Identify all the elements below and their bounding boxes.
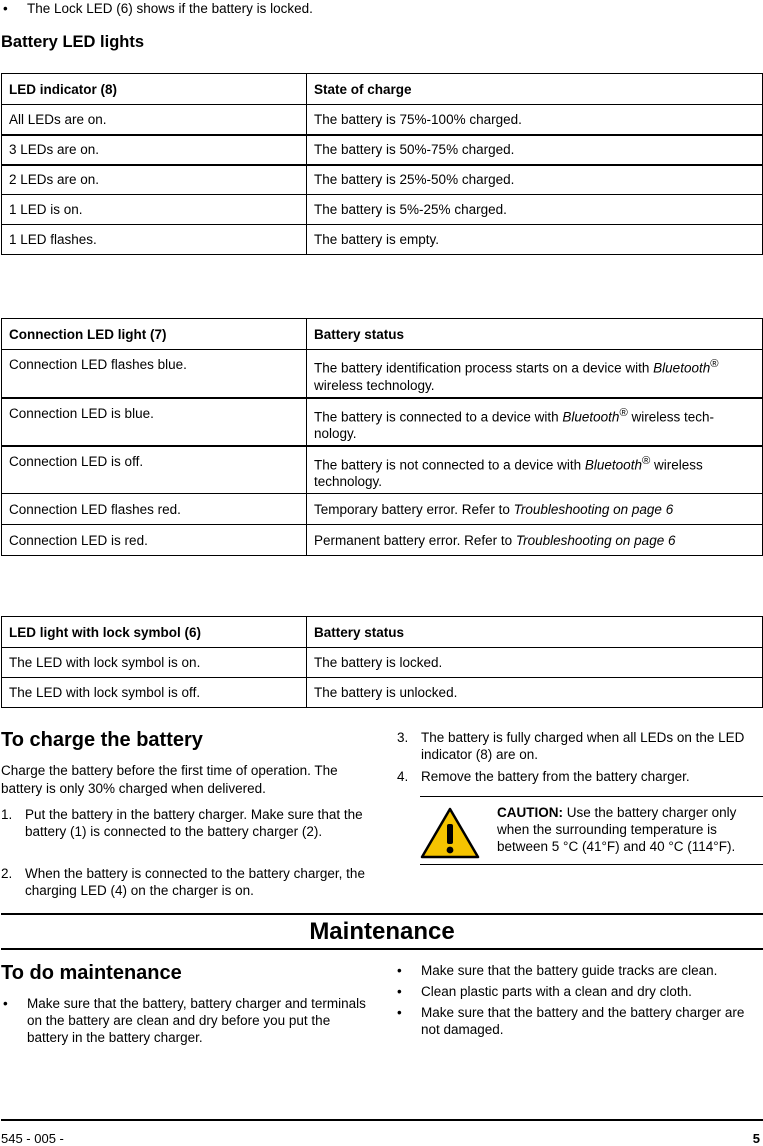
- maintenance-bullet: [397, 983, 757, 1000]
- section-divider: [1, 913, 763, 915]
- warning-triangle-icon: [420, 807, 480, 859]
- troubleshooting-link[interactable]: Troubleshooting on page 6: [515, 532, 676, 548]
- connection-led-table: [1, 318, 763, 556]
- footer-divider: [1, 1119, 763, 1121]
- table-cell: The battery is 5%-25% charged.: [307, 195, 763, 225]
- section-divider: [1, 948, 763, 950]
- table-header-cell: Connection LED light (7): [2, 319, 307, 350]
- cell-text: The battery is connected to a device with: [314, 409, 563, 424]
- step-number: 3.: [397, 730, 409, 745]
- table-cell: The battery is locked.: [307, 648, 763, 678]
- step-text: Remove the battery from the battery charger.: [421, 769, 690, 784]
- caution-text: [497, 804, 763, 855]
- step-number: 2.: [1, 866, 13, 881]
- bullet-text: Clean plastic parts with a clean and dry cloth.: [421, 984, 692, 999]
- table-cell: 2 LEDs are on.: [2, 165, 307, 195]
- table-cell: [307, 494, 763, 525]
- cell-text: Permanent battery error. Refer to: [314, 532, 516, 548]
- table-row: [2, 105, 763, 135]
- bullet-text: Make sure that the battery guide tracks are clean.: [421, 963, 718, 978]
- table-row: [2, 165, 763, 195]
- caution-body: Use the battery charger only when the surrounding temperature is between 5 °C (41°F) and 40 °C (114°F).: [497, 805, 737, 854]
- charge-title: To charge the battery: [1, 729, 203, 751]
- table-header-cell: LED indicator (8): [2, 74, 307, 105]
- brand-name: Bluetooth: [562, 409, 620, 424]
- battery-led-heading: Battery LED lights: [1, 33, 145, 51]
- table-header-row: [2, 74, 763, 105]
- intro-bullet-text: The Lock LED (6) shows if the battery is locked.: [27, 1, 313, 16]
- bullet-mark: •: [3, 996, 8, 1011]
- bullet-mark: •: [397, 963, 402, 978]
- table-cell: The LED with lock symbol is off.: [2, 678, 307, 708]
- page-number: 5: [752, 1131, 760, 1146]
- step-number: 1.: [1, 807, 13, 822]
- table-cell: [307, 446, 763, 494]
- caution-box: [420, 796, 763, 865]
- table-header-cell: Battery status: [307, 617, 763, 648]
- table-row: [2, 648, 763, 678]
- maintenance-bullet: [397, 962, 757, 979]
- cell-text: wireless technology.: [314, 377, 435, 393]
- table-header-cell: State of charge: [307, 74, 763, 105]
- maintenance-title: To do maintenance: [1, 962, 182, 984]
- cell-text: Temporary battery error. Refer to: [314, 501, 514, 517]
- cell-text: wireless technology.: [314, 457, 703, 489]
- charge-step: [1, 806, 369, 840]
- maintenance-heading: Maintenance: [309, 918, 455, 945]
- bullet-mark: •: [397, 1005, 402, 1020]
- step-number: 4.: [397, 769, 409, 784]
- table-cell: Connection LED is blue.: [2, 398, 307, 446]
- bullet-mark: •: [3, 1, 8, 16]
- step-text: Put the battery in the battery charger. Make sure that the battery (1) is connected to the battery charger (2).: [25, 807, 363, 839]
- table-cell: 3 LEDs are on.: [2, 135, 307, 165]
- table-row: [2, 195, 763, 225]
- cell-text: The battery identification process starts on a device with: [314, 360, 654, 376]
- registered-mark: ®: [619, 406, 628, 419]
- maintenance-bullet: [3, 995, 369, 1046]
- charge-intro: Charge the battery before the first time of operation. The battery is only 30% charged when delivered.: [1, 763, 338, 796]
- table-cell: Connection LED flashes blue.: [2, 350, 307, 398]
- charge-step: [1, 865, 369, 899]
- table-cell: Connection LED is off.: [2, 446, 307, 494]
- table-cell: All LEDs are on.: [2, 105, 307, 135]
- caution-label: CAUTION:: [497, 805, 563, 820]
- table-cell: The LED with lock symbol is on.: [2, 648, 307, 678]
- cell-text: wireless tech-nology.: [314, 409, 715, 441]
- table-header-row: [2, 617, 763, 648]
- bullet-text: Make sure that the battery and the battery charger are not damaged.: [421, 1005, 745, 1037]
- table-row: [2, 398, 763, 446]
- table-cell: [307, 398, 763, 446]
- table-cell: [307, 525, 763, 556]
- maintenance-bullet: [397, 1004, 757, 1038]
- table-row: [2, 678, 763, 708]
- registered-mark: ®: [710, 358, 719, 370]
- table-cell: The battery is 50%-75% charged.: [307, 135, 763, 165]
- brand-name: Bluetooth: [653, 360, 711, 376]
- table-cell: 1 LED flashes.: [2, 225, 307, 255]
- table-row: [2, 225, 763, 255]
- table-cell: 1 LED is on.: [2, 195, 307, 225]
- charge-step: [397, 768, 757, 785]
- step-text: The battery is fully charged when all LEDs on the LED indicator (8) are on.: [421, 730, 745, 762]
- table-header-cell: Battery status: [307, 319, 763, 350]
- table-cell: Connection LED flashes red.: [2, 494, 307, 525]
- table-cell: The battery is 25%-50% charged.: [307, 165, 763, 195]
- table-header-row: [2, 319, 763, 350]
- table-row: [2, 525, 763, 556]
- lock-led-table: [1, 616, 763, 708]
- table-cell: The battery is unlocked.: [307, 678, 763, 708]
- led-indicator-table: [1, 73, 763, 255]
- table-row: [2, 135, 763, 165]
- table-row: [2, 494, 763, 525]
- charge-step: [397, 729, 757, 763]
- table-cell: The battery is 75%-100% charged.: [307, 105, 763, 135]
- brand-name: Bluetooth: [584, 457, 642, 472]
- table-cell: [307, 350, 763, 398]
- table-header-cell: LED light with lock symbol (6): [2, 617, 307, 648]
- troubleshooting-link[interactable]: Troubleshooting on page 6: [513, 501, 674, 517]
- registered-mark: ®: [641, 454, 651, 467]
- intro-bullet: [3, 0, 743, 17]
- bullet-text: Make sure that the battery, battery charger and terminals on the battery are clean and dry before you put the battery in the battery charger.: [27, 996, 366, 1045]
- table-row: [2, 446, 763, 494]
- table-row: [2, 350, 763, 398]
- bullet-mark: •: [397, 984, 402, 999]
- table-cell: The battery is empty.: [307, 225, 763, 255]
- step-text: When the battery is connected to the battery charger, the charging LED (4) on the charger is on.: [25, 866, 365, 898]
- table-cell: Connection LED is red.: [2, 525, 307, 556]
- cell-text: The battery is not connected to a device with: [314, 457, 585, 472]
- footer-doc-number: 545 - 005 -: [1, 1131, 64, 1146]
